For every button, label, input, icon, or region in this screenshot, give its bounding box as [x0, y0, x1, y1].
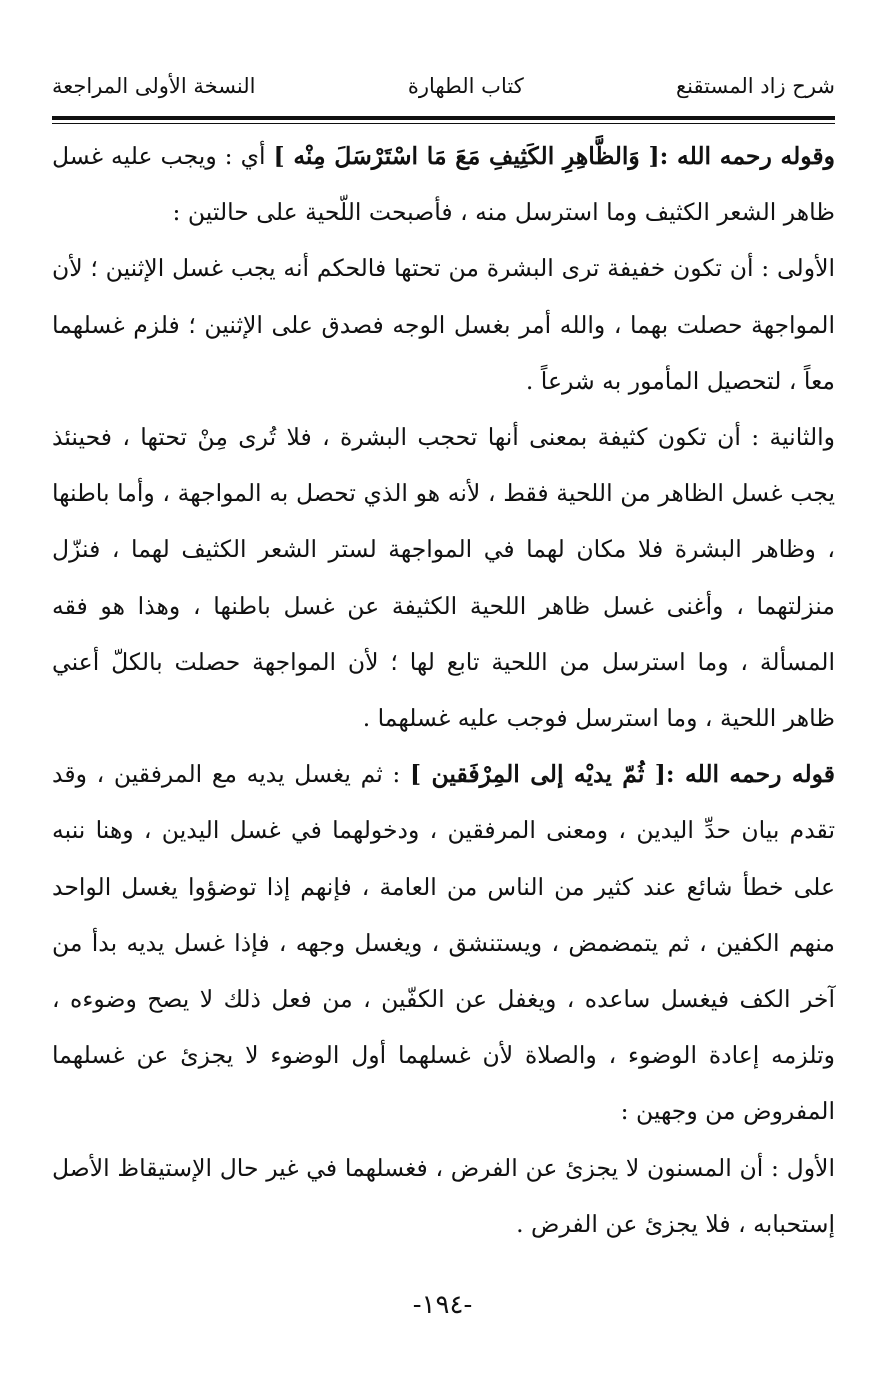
header-chapter-title: كتاب الطهارة [407, 74, 524, 98]
paragraph-text: الأول : أن المسنون لا يجزئ عن الفرض ، فغسلهما في غير حال الإستيقاظ الأصل إستحبابه ، فلا يجزئ عن الفرض . [52, 1153, 835, 1238]
header-edition-note: النسخة الأولى المراجعة [52, 74, 256, 98]
quoted-text-lead: وقوله رحمه الله :[ وَالظَّاهِرِ الكَثِيفِ مَعَ مَا اسْتَرْسَلَ مِنْه ] [273, 142, 835, 170]
quoted-text-lead: قوله رحمه الله :[ ثُمّ يديْه إلى المِرْفَقين ] [410, 760, 835, 789]
running-header [52, 62, 835, 110]
header-rule-thin [52, 123, 835, 124]
page-body [52, 128, 835, 1252]
paragraph-hands-rule [52, 746, 835, 1139]
header-book-title: شرح زاد المستقنع [676, 74, 835, 98]
paragraph-first-case [52, 240, 835, 409]
header-rule-thick [52, 116, 835, 120]
paragraph-second-case [52, 409, 835, 746]
paragraph-first-reason [52, 1140, 835, 1252]
paragraph-text: الأولى : أن تكون خفيفة ترى البشرة من تحتها فالحكم أنه يجب غسل الإثنين ؛ لأن المواجهة حصلت بهما ، والله أمر بغسل الوجه فصدق على الإثنين ؛ فلزم غسلهما معاً ، لتحصيل المأمور به شرعاً . [52, 254, 835, 395]
paragraph-text: : ثم يغسل يديه مع المرفقين ، وقد تقدم بيان حدِّ اليدين ، ومعنى المرفقين ، ودخولهما في غسل اليدين ، وهنا ننبه على خطأ شائع عند كثير من الناس من العامة ، فإنهم إذا توضؤوا يغسل الواحد منهم الكفين ، ثم يتمضمض ، ويستنشق ، ويغسل وجهه ، فإذا غسل يديه بدأ من آخر الكف فيغسل ساعده ، ويغفل عن الكفّين ، من فعل ذلك لا يصح وضوءه ، وتلزمه إعادة الوضوء ، والصلاة لأن غسلهما أول الوضوء لا يجزئ عن غسلهما المفروض من وجهين : [52, 760, 835, 1126]
paragraph-text: والثانية : أن تكون كثيفة بمعنى أنها تحجب البشرة ، فلا تُرى مِنْ تحتها ، فحينئذ يجب غسل الظاهر من اللحية فقط ، لأنه هو الذي تحصل به المواجهة ، وأما باطنها ، وظاهر البشرة فلا مكان لهما في المواجهة لستر الشعر الكثيف لهما ، فنزّل منزلتهما ، وأغنى غسل ظاهر اللحية الكثيفة عن غسل باطنها ، وهذا هو فقه المسألة ، وما استرسل من اللحية تابع لها ؛ لأن المواجهة حصلت بالكلّ أعني ظاهر اللحية ، وما استرسل فوجب عليه غسلهما . [52, 423, 835, 733]
paragraph-text: أي : ويجب عليه غسل ظاهر الشعر الكثيف وما استرسل منه ، فأصبحت اللّحية على حالتين : [52, 142, 835, 227]
page-number: -١٩٤- [412, 1290, 473, 1320]
paragraph-beard-rule [52, 128, 835, 240]
